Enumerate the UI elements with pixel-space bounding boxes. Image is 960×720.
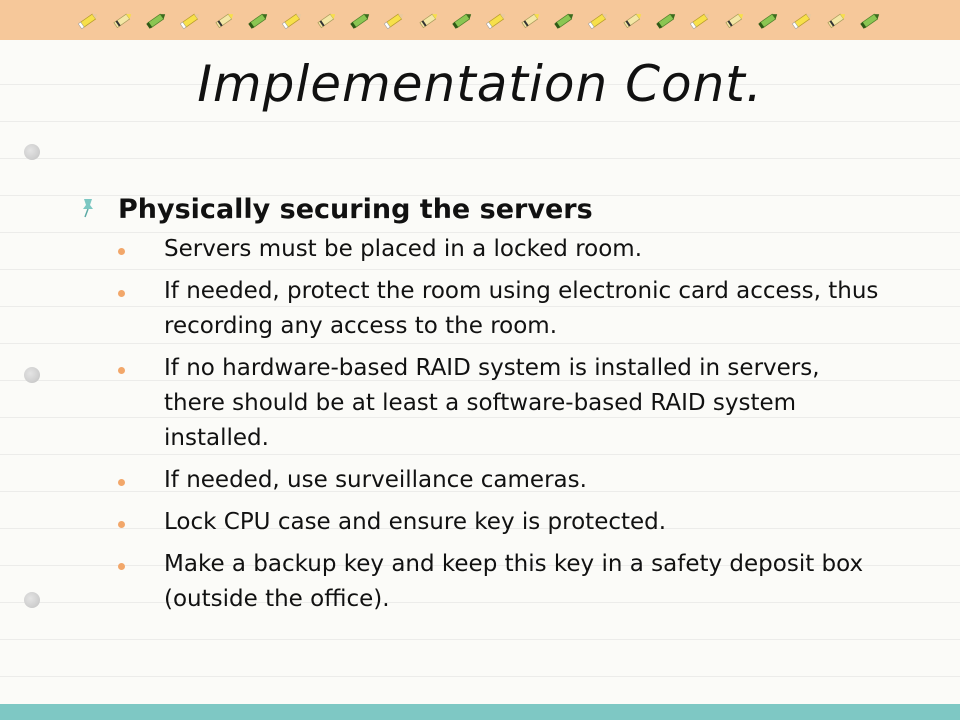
crayon-icon (112, 9, 134, 31)
bullet-item (80, 274, 884, 344)
binder-hole (24, 367, 40, 383)
crayon-icon (622, 9, 644, 31)
pencil-icon (78, 9, 100, 31)
bullet-text: Make a backup key and keep this key in a safety deposit box (outside the office). (164, 551, 864, 612)
marker-icon (656, 9, 678, 31)
bullet-dot-icon (118, 521, 125, 528)
bullet-dot-icon (118, 563, 125, 570)
pencil-icon (486, 9, 508, 31)
bullet-dot-icon (118, 290, 125, 297)
bullet-level-1 (80, 192, 900, 228)
marker-icon (758, 9, 780, 31)
pencil-icon (792, 9, 814, 31)
pencil-row (78, 8, 882, 32)
bullet-dot-icon (118, 367, 125, 374)
bullet-item (80, 547, 884, 617)
bullet-item (80, 505, 884, 540)
pushpin-icon (80, 197, 96, 219)
slide-title: Implementation Cont. (197, 55, 763, 113)
bullet-item (80, 463, 884, 498)
pencil-icon (282, 9, 304, 31)
bullet-dot-icon (118, 479, 125, 486)
marker-icon (554, 9, 576, 31)
slide-content (80, 192, 900, 624)
crayon-icon (724, 9, 746, 31)
bottom-decorative-band (0, 704, 960, 720)
marker-icon (350, 9, 372, 31)
bullet-item (80, 351, 884, 456)
crayon-icon (520, 9, 542, 31)
crayon-icon (316, 9, 338, 31)
marker-icon (248, 9, 270, 31)
marker-icon (452, 9, 474, 31)
binder-hole (24, 592, 40, 608)
bullet-text: If needed, protect the room using electronic card access, thus recording any access to the room. (164, 278, 879, 339)
crayon-icon (214, 9, 236, 31)
binder-hole (24, 144, 40, 160)
bullet-text: If no hardware-based RAID system is installed in servers, there should be at least a software-based RAID system installed. (164, 355, 820, 451)
marker-icon (146, 9, 168, 31)
marker-icon (860, 9, 882, 31)
pencil-icon (588, 9, 610, 31)
pencil-icon (384, 9, 406, 31)
bullet-text: If needed, use surveillance cameras. (164, 467, 587, 493)
bullet-item (80, 232, 884, 267)
top-decorative-band (0, 0, 960, 40)
crayon-icon (826, 9, 848, 31)
bullet-dot-icon (118, 248, 125, 255)
pencil-icon (180, 9, 202, 31)
pencil-icon (690, 9, 712, 31)
bullet-text: Lock CPU case and ensure key is protected. (164, 509, 667, 535)
bullet-text: Servers must be placed in a locked room. (164, 236, 643, 262)
crayon-icon (418, 9, 440, 31)
section-heading: Physically securing the servers (118, 194, 593, 225)
